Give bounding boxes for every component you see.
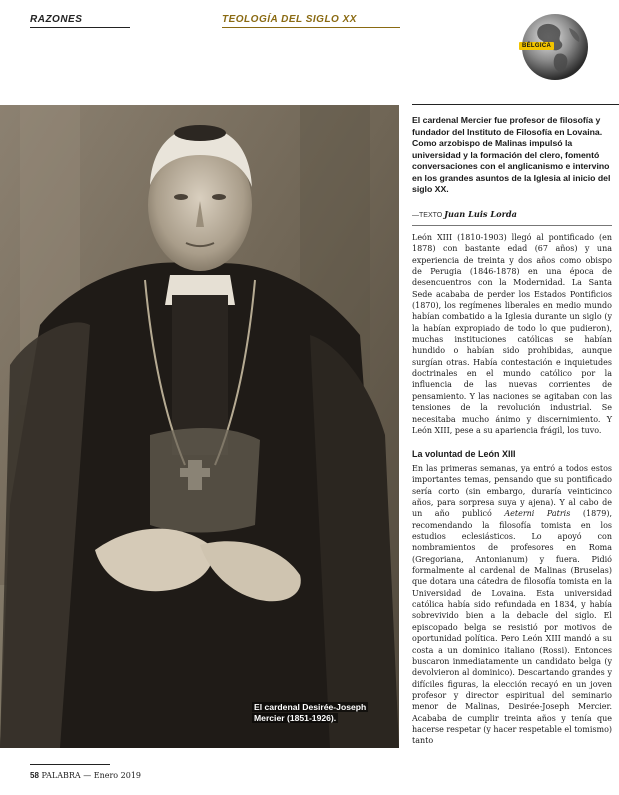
publication-info: PALABRA — Enero 2019 bbox=[41, 771, 142, 780]
paragraph-2-part-b: (1879), recomendando la filosofía tomista en los estudios eclesiásticos. Lo apoyó con nombramientos de profesores en Roma (Gregoriana, Antonianum) y fuera. Pidió formalmente al cardenal de Malinas (Bruselas) que dotara una cátedra de filosofía tomista en la Universidad de Lovaina. Esta universidad católica había sido refundada en 1834, y había sobrevivido bien a la debacle del siglo. El episcopado belga se resistió por motivos de oportunidad política. Pero León XIII mandó a su costa a un dominico italiano (Rossi). Entonces buscaron inmediatamente un candidato belga (y devolvieron al dominico). Descartando grandes y difíciles figuras, la elección recayó en un joven profesor y director espiritual del seminario menor de Malinas, Desirée-Joseph Mercier. Acababa de cumplir treinta años y tenía que hacerse respetar (y hacer respetable el tomismo) tanto bbox=[412, 509, 613, 746]
footer-rule bbox=[30, 764, 110, 765]
caption-line-1: El cardenal Desirée-Joseph bbox=[254, 702, 367, 712]
country-badge: BÉLGICA bbox=[519, 42, 554, 50]
globe-graphic bbox=[517, 12, 593, 82]
body-paragraph-2 bbox=[412, 463, 612, 747]
section-label: RAZONES bbox=[30, 14, 130, 28]
caption-line-2: Mercier (1851-1926). bbox=[254, 713, 337, 723]
cardinal-portrait-photo bbox=[0, 105, 399, 748]
byline-prefix: —TEXTO bbox=[412, 212, 443, 219]
byline bbox=[412, 209, 612, 226]
photo-caption bbox=[252, 702, 392, 724]
page-footer bbox=[30, 771, 141, 780]
paragraph-2-part-a: En las primeras semanas, ya entró a todos estos importantes temas, pensando que su pontificado sería corto (sin embargo, duraría veinticinco años, para sorpresa suya y ajena). Y al cabo de un año publicó bbox=[412, 464, 612, 519]
author-name: Juan Luis Lorda bbox=[444, 209, 517, 219]
section-subhead: La voluntad de León XIII bbox=[412, 449, 516, 459]
encyclical-title: Aeterni Patris bbox=[504, 509, 571, 519]
body-paragraph-1: León XIII (1810-1903) llegó al pontificado (en 1878) con bastante edad (67 años) y una experiencia de treinta y dos años como obispo de Perugia (1846-1878) en una época de desencuentros con la Modernidad. La Santa Sede acababa de perder los Estados Pontificios (1870), los regímenes liberales en medio mundo habían combatido a la Iglesia durante un siglo (y la habían expropiado de todo lo que pudieron), muchas instituciones católicas se habían hundido o habían sido prohibidas, aunque surgían otras. Había contestación e inquietudes doctrinales en el mundo católico por la influencia de las nuevas corrientes de pensamiento. Y las naciones se agitaban con las tensiones de la revolución industrial. Se necesitaba mucho ánimo y discernimiento. Y León XIII, pese a su apariencia frágil, los tuvo. bbox=[412, 233, 612, 435]
series-title: TEOLOGÍA DEL SIGLO XX bbox=[222, 14, 400, 28]
page-number: 58 bbox=[30, 771, 39, 780]
column-top-rule bbox=[412, 104, 619, 105]
portrait-illustration bbox=[0, 105, 399, 748]
article-lead: El cardenal Mercier fue profesor de filosofía y fundador del Instituto de Filosofía en Lovaina. Como arzobispo de Malinas impulsó la universidad y la formación del clero, fomentó conversaciones con el anglicanismo e intervino en los grandes asuntos de la Iglesia al inicio del siglo XX. bbox=[412, 115, 611, 194]
